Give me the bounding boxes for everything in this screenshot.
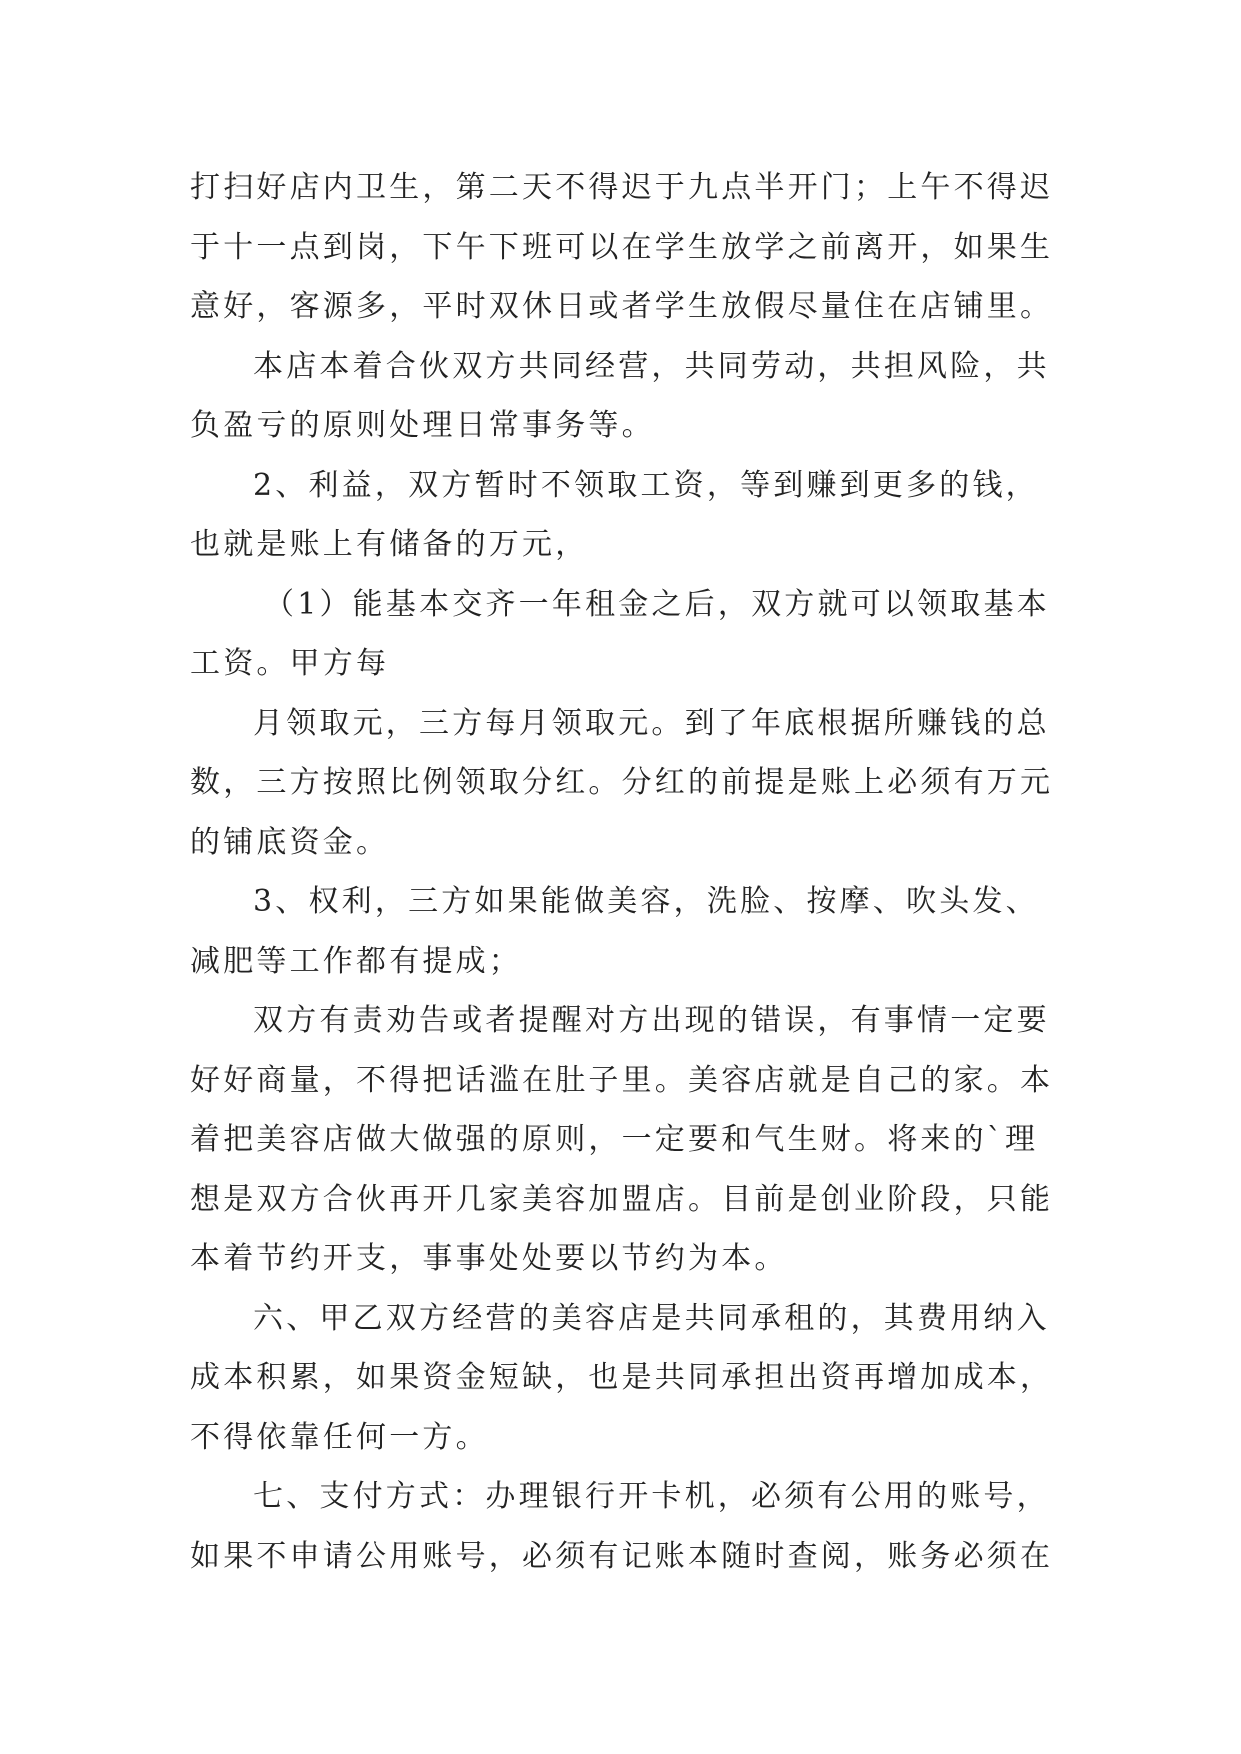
text-line: 负盈亏的原则处理日常事务等。: [190, 408, 655, 443]
text-line: 想是双方合伙再开几家美容加盟店。目前是创业阶段，只能: [190, 1181, 1054, 1217]
paragraph-start-line: 月领取元，三方每月领取元。到了年底根据所赚钱的总: [253, 705, 1050, 741]
text-line: 如果不申请公用账号，必须有记账本随时查阅，账务必须在: [190, 1538, 1054, 1574]
paragraph-start-line: 双方有责劝告或者提醒对方出现的错误，有事情一定要: [253, 1003, 1050, 1038]
paragraph-start-line: 六、甲乙双方经营的美容店是共同承租的，其费用纳入: [253, 1300, 1050, 1336]
text-line: 工资。甲方每: [190, 646, 390, 681]
paragraph-start-line: 3、权利，三方如果能做美容，洗脸、按摩、吹头发、: [253, 884, 1039, 919]
text-line: 意好，客源多，平时双休日或者学生放假尽量住在店铺里。: [190, 289, 1054, 324]
text-line: 打扫好店内卫生，第二天不得迟于九点半开门；上午不得迟: [190, 170, 1054, 205]
text-line: 本着节约开支，事事处处要以节约为本。: [190, 1241, 788, 1276]
text-line: 好好商量，不得把话滥在肚子里。美容店就是自己的家。本: [190, 1062, 1054, 1098]
paragraph-start-line: 七、支付方式：办理银行开卡机，必须有公用的账号，: [253, 1479, 1050, 1514]
document-body: [190, 158, 1060, 1586]
paragraph-start-line: （1）能基本交齐一年租金之后，双方就可以领取基本: [264, 586, 1050, 622]
text-line: 减肥等工作都有提成；: [190, 943, 522, 979]
text-line: 于十一点到岗，下午下班可以在学生放学之前离开，如果生: [190, 229, 1054, 265]
text-line: 数，三方按照比例领取分红。分红的前提是账上必须有万元: [190, 765, 1054, 800]
paragraph-start-line: 本店本着合伙双方共同经营，共同劳动，共担风险，共: [253, 348, 1050, 384]
text-line: 着把美容店做大做强的原则，一定要和气生财。将来的`理: [190, 1122, 1039, 1157]
text-line: 成本积累，如果资金短缺，也是共同承担出资再增加成本，: [190, 1360, 1054, 1395]
paragraph-start-line: 2、利益，双方暂时不领取工资，等到赚到更多的钱，: [253, 467, 1039, 503]
text-line: 的铺底资金。: [190, 824, 390, 860]
text-line: 也就是账上有储备的万元，: [190, 527, 589, 562]
text-line: 不得依靠任何一方。: [190, 1419, 489, 1455]
